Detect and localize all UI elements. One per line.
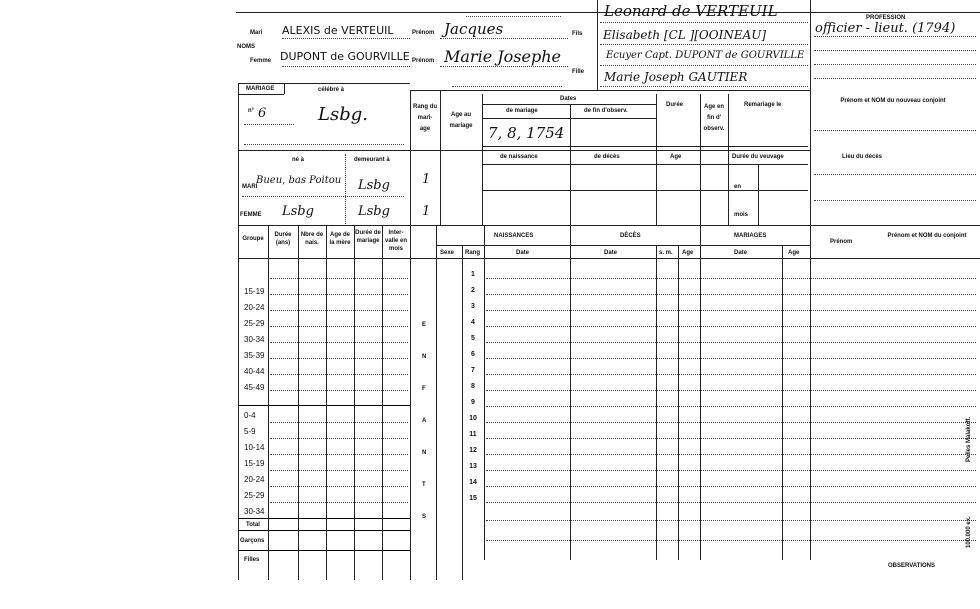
fille-label: Fille [572, 69, 585, 75]
naissances-header: NAISSANCES [494, 233, 534, 239]
fille-mother: Marie Joseph GAUTIER [604, 70, 748, 84]
lieu-deces-label: Lieu du décès [842, 154, 883, 160]
femme-row-label: FEMME [240, 212, 262, 218]
total-label: Total [246, 522, 260, 528]
femme-living: Lsbg [358, 204, 390, 219]
observations-label: OBSERVATIONS [888, 563, 936, 569]
prenom-label-femme: Prénom [412, 58, 435, 64]
noms-label: NOMS [237, 44, 255, 50]
child-rank: 12 [469, 447, 477, 454]
intervalle-header: Inter-valle en mois [384, 230, 407, 252]
filles-label: Filles [244, 557, 260, 563]
child-rank: 14 [469, 479, 477, 486]
enfants-letter: N [422, 354, 427, 360]
mariage-date-header: Date [734, 250, 748, 256]
deces-age-header: Age [682, 250, 694, 256]
enfants-letter: E [422, 322, 427, 328]
profession-value: officier - lieut. (1794) [815, 21, 956, 36]
group-row: 40-44 [244, 367, 265, 376]
fille-father: Ecuyer Capt. DUPONT de GOURVILLE [606, 50, 805, 61]
demeurant-label: demeurant à [354, 157, 390, 163]
group-row: 10-14 [244, 443, 265, 452]
group-row: 45-49 [244, 383, 265, 392]
child-rank: 3 [471, 303, 475, 310]
mari-row-label: MARI [242, 184, 258, 190]
femme-rang: 1 [422, 204, 431, 219]
mariage-title: MARIAGE [246, 86, 275, 92]
mariage-age-header: Age [788, 250, 800, 256]
child-rank: 1 [471, 271, 475, 278]
deces-date-header: Date [604, 250, 618, 256]
mari-living: Lsbg [358, 178, 390, 193]
group-row: 25-29 [244, 319, 265, 328]
dates-label: Dates [560, 96, 577, 102]
group-row: 30-34 [244, 335, 265, 344]
mariage-place: Lsbg. [318, 104, 368, 125]
femme-label: Femme [250, 58, 272, 64]
group-row: 0-4 [244, 411, 256, 420]
naissance-label: de naissance [500, 154, 538, 160]
child-rank: 2 [471, 287, 475, 294]
printer-label: Pelles Malakoff. [966, 416, 972, 462]
child-rank: 9 [471, 399, 475, 406]
group-row: 30-34 [244, 507, 265, 516]
age-mere-header: Age de la mère [329, 232, 351, 246]
child-rank: 15 [469, 495, 477, 502]
mari-born: Bueu, bas Poitou [256, 175, 342, 186]
child-rank: 4 [471, 319, 475, 326]
fils-father: Leonard de VERTEUIL [604, 2, 778, 20]
deces-label: de décès [594, 154, 620, 160]
celebre-label: célébré à [318, 87, 345, 93]
fils-mother: Elisabeth [CL ][OOINEAU] [603, 28, 767, 42]
enfants-letter: N [422, 450, 427, 456]
fin-observ-label: de fin d'observ. [584, 108, 628, 114]
deces-header: DÉCÈS [620, 233, 641, 239]
de-mariage-label: de mariage [506, 108, 538, 114]
group-row: 35-39 [244, 351, 265, 360]
mariage-date: 7, 8, 1754 [488, 124, 565, 142]
rang-header: Rang [465, 250, 480, 256]
fils-label: Fils [572, 31, 583, 37]
conjoint-header: Prénom et NOM du conjoint [887, 233, 967, 239]
group-row: 15-19 [244, 459, 265, 468]
mois-label: mois [734, 212, 749, 218]
duree-mariage-header: Durée de mariage [355, 230, 381, 244]
age-fin-observ-label: Age en fin d' observ. [703, 104, 725, 132]
child-rank: 11 [469, 431, 477, 438]
husband-surname: ALEXIS de VERTEUIL [282, 24, 394, 37]
enfants-letter: T [422, 482, 426, 488]
group-row: 5-9 [244, 427, 256, 436]
profession-label: PROFESSION [866, 15, 906, 21]
en-label: en [734, 184, 742, 190]
print-run: 100.000 ex. [966, 516, 972, 548]
child-rank: 8 [471, 383, 475, 390]
group-row: 15-19 [244, 287, 265, 296]
mariages-header: MARIAGES [734, 233, 767, 239]
remariage-label: Remariage le [744, 102, 782, 108]
sexe-header: Sexe [440, 250, 455, 256]
naissance-date-header: Date [516, 250, 530, 256]
garcons-label: Garçons [240, 538, 265, 544]
sm-header: s. m. [659, 250, 673, 256]
mariage-number: 6 [258, 106, 267, 121]
mari-rang: 1 [422, 172, 431, 187]
child-rank: 7 [471, 367, 475, 374]
child-rank: 6 [471, 351, 475, 358]
femme-born: Lsbg [282, 204, 314, 219]
child-rank: 5 [471, 335, 475, 342]
duree-label: Durée [666, 102, 684, 108]
wife-surname: DUPONT de GOURVILLE [280, 50, 410, 63]
ne-a-label: né à [292, 157, 305, 163]
prenom-label-mari: Prénom [412, 30, 435, 36]
husband-firstname: Jacques [444, 20, 504, 38]
age-label: Age au mariage [449, 112, 473, 129]
group-row: 20-24 [244, 475, 265, 484]
new-spouse-label: Prénom et NOM du nouveau conjoint [840, 98, 946, 104]
mari-label: Mari [250, 30, 263, 36]
enfants-letter: A [422, 418, 427, 424]
nbre-nais-header: Nbre de nais. [300, 232, 324, 246]
child-rank: 10 [469, 415, 477, 422]
veuvage-label: Durée du veuvage [732, 154, 784, 160]
enfants-letter: S [422, 514, 427, 520]
enfants-letter: F [422, 386, 426, 392]
group-row: 25-29 [244, 491, 265, 500]
child-rank: 13 [469, 463, 477, 470]
groupe-header: Groupe [242, 236, 264, 242]
wife-firstname: Marie Josephe [444, 47, 561, 66]
no-label: n° [248, 108, 255, 114]
group-row: 20-24 [244, 303, 265, 312]
age-col-label: Age [670, 154, 682, 160]
rang-label: Rang du mari- age [413, 104, 437, 132]
prenom-header: Prénom [830, 239, 853, 245]
duree-ans-header: Durée (ans) [274, 232, 292, 246]
